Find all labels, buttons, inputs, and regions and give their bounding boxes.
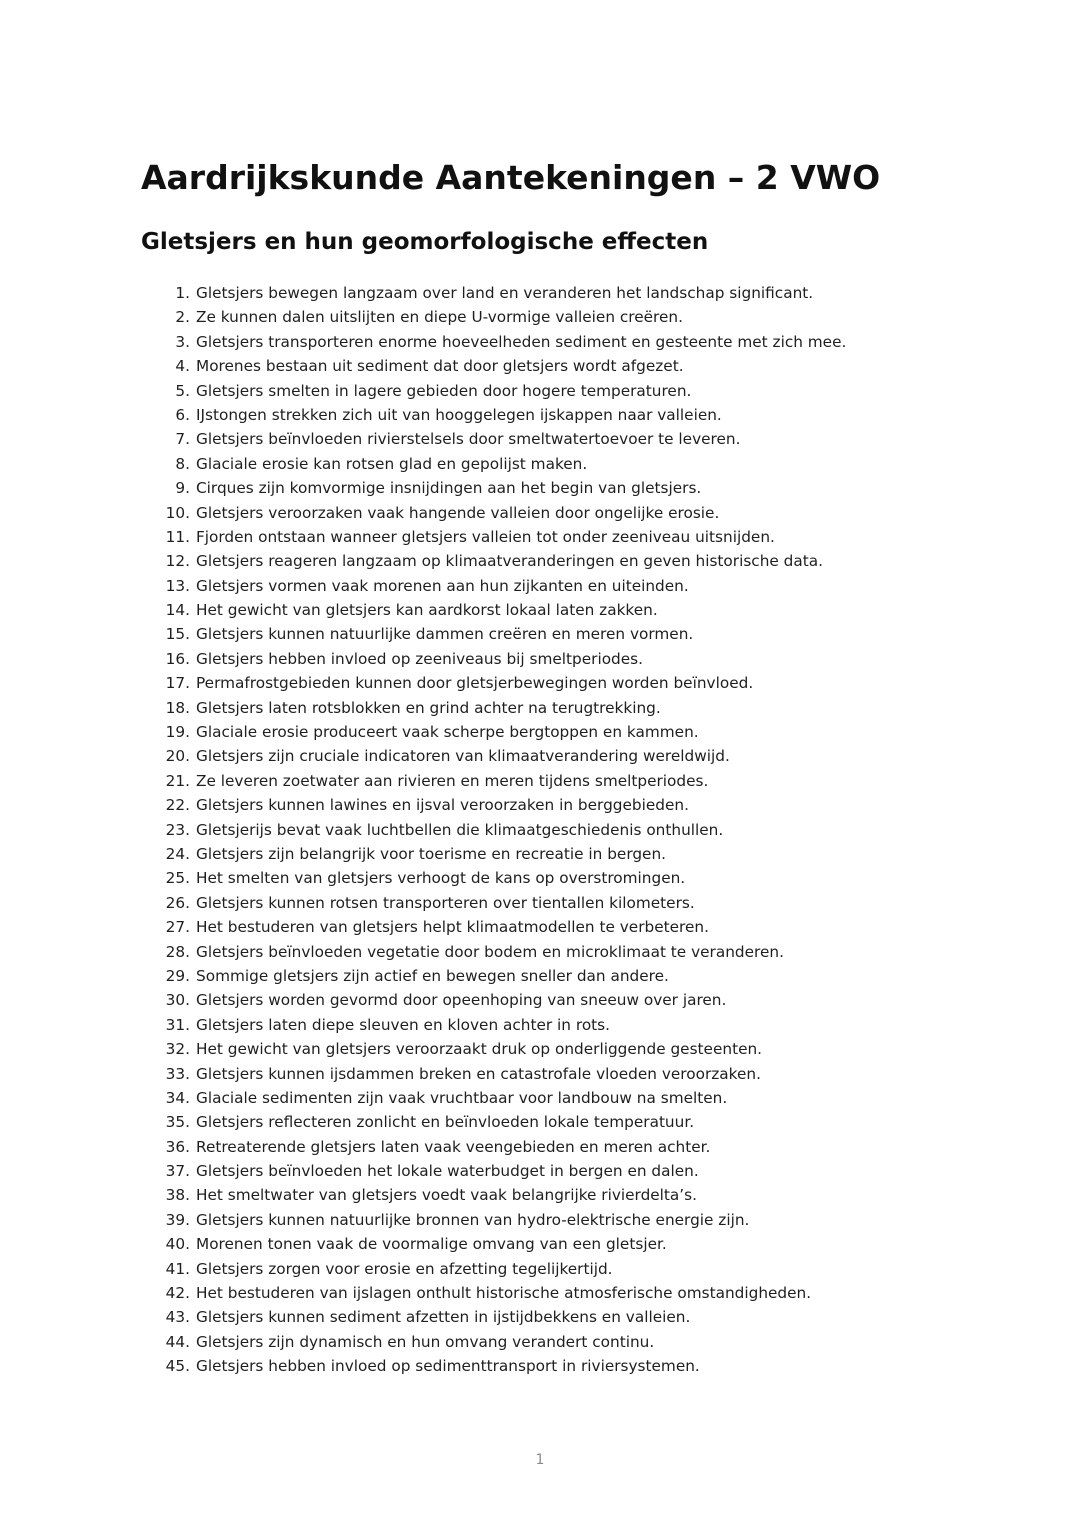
list-item bbox=[0, 1354, 1080, 1378]
list-item bbox=[0, 842, 1080, 866]
list-item-text: Gletsjers kunnen rotsen transporteren over tientallen kilometers. bbox=[196, 893, 695, 912]
list-item-number: 26. bbox=[165, 893, 190, 912]
list-item-number: 36. bbox=[165, 1137, 190, 1156]
list-item-text: Ze kunnen dalen uitslijten en diepe U-vormige valleien creëren. bbox=[196, 308, 683, 327]
list-item-number: 17. bbox=[165, 674, 190, 693]
list-item-text: Fjorden ontstaan wanneer gletsjers valleien tot onder zeeniveau uitsnijden. bbox=[196, 527, 775, 546]
list-item-text: Gletsjerijs bevat vaak luchtbellen die klimaatgeschiedenis onthullen. bbox=[196, 820, 724, 839]
list-item bbox=[0, 1232, 1080, 1256]
list-item-number: 14. bbox=[165, 601, 190, 620]
list-item-number: 28. bbox=[165, 942, 190, 961]
list-item-text: Het gewicht van gletsjers veroorzaakt druk op onderliggende gesteenten. bbox=[196, 1040, 763, 1059]
list-item-number: 40. bbox=[165, 1235, 190, 1254]
list-item-number: 41. bbox=[165, 1259, 190, 1278]
list-item-text: Gletsjers reageren langzaam op klimaatveranderingen en geven historische data. bbox=[196, 552, 823, 571]
list-item bbox=[0, 696, 1080, 720]
list-item-number: 9. bbox=[175, 479, 190, 498]
list-item-number: 6. bbox=[175, 405, 190, 424]
list-item bbox=[0, 281, 1080, 305]
list-item-text: Ze leveren zoetwater aan rivieren en meren tijdens smeltperiodes. bbox=[196, 771, 709, 790]
list-item bbox=[0, 403, 1080, 427]
list-item-text: Het gewicht van gletsjers kan aardkorst lokaal laten zakken. bbox=[196, 601, 658, 620]
list-item-number: 30. bbox=[165, 991, 190, 1010]
notes-list bbox=[0, 281, 1080, 1379]
list-item-number: 37. bbox=[165, 1162, 190, 1181]
list-item-number: 33. bbox=[165, 1064, 190, 1083]
list-item-number: 44. bbox=[165, 1332, 190, 1351]
list-item-text: Gletsjers veroorzaken vaak hangende valleien door ongelijke erosie. bbox=[196, 503, 720, 522]
list-item bbox=[0, 1281, 1080, 1305]
list-item bbox=[0, 964, 1080, 988]
list-item bbox=[0, 988, 1080, 1012]
list-item-number: 3. bbox=[175, 332, 190, 351]
list-item-number: 45. bbox=[165, 1357, 190, 1376]
list-item-number: 1. bbox=[175, 284, 190, 302]
list-item-text: Gletsjers kunnen sediment afzetten in ijstijdbekkens en valleien. bbox=[196, 1308, 691, 1327]
list-item-number: 34. bbox=[165, 1088, 190, 1107]
list-item-text: Glaciale sedimenten zijn vaak vruchtbaar voor landbouw na smelten. bbox=[196, 1088, 728, 1107]
list-item bbox=[0, 1037, 1080, 1061]
list-item-text: Gletsjers laten diepe sleuven en kloven achter in rots. bbox=[196, 1015, 611, 1034]
list-item-text: Gletsjers transporteren enorme hoeveelheden sediment en gesteente met zich mee. bbox=[196, 332, 847, 351]
list-item-number: 25. bbox=[165, 869, 190, 888]
list-item-text: Glaciale erosie produceert vaak scherpe bergtoppen en kammen. bbox=[196, 723, 699, 742]
list-item-text: Gletsjers bewegen langzaam over land en veranderen het landschap significant. bbox=[196, 284, 814, 302]
list-item-number: 35. bbox=[165, 1113, 190, 1132]
list-item bbox=[0, 1062, 1080, 1086]
list-item-text: Het bestuderen van gletsjers helpt klimaatmodellen te verbeteren. bbox=[196, 918, 709, 937]
list-item-text: Het bestuderen van ijslagen onthult historische atmosferische omstandigheden. bbox=[196, 1284, 812, 1303]
list-item bbox=[0, 915, 1080, 939]
list-item bbox=[0, 501, 1080, 525]
list-item bbox=[0, 1013, 1080, 1037]
list-item bbox=[0, 598, 1080, 622]
list-item bbox=[0, 354, 1080, 378]
list-item bbox=[0, 305, 1080, 329]
list-item bbox=[0, 940, 1080, 964]
list-item-text: IJstongen strekken zich uit van hooggelegen ijskappen naar valleien. bbox=[196, 405, 722, 424]
list-item-text: Gletsjers kunnen natuurlijke bronnen van hydro-elektrische energie zijn. bbox=[196, 1210, 750, 1229]
list-item bbox=[0, 891, 1080, 915]
list-item-text: Gletsjers smelten in lagere gebieden door hogere temperaturen. bbox=[196, 381, 692, 400]
list-item bbox=[0, 1159, 1080, 1183]
list-item bbox=[0, 1110, 1080, 1134]
list-item-text: Gletsjers worden gevormd door opeenhoping van sneeuw over jaren. bbox=[196, 991, 727, 1010]
list-item-number: 32. bbox=[165, 1040, 190, 1059]
list-item bbox=[0, 330, 1080, 354]
list-item bbox=[0, 866, 1080, 890]
list-item bbox=[0, 671, 1080, 695]
list-item bbox=[0, 793, 1080, 817]
list-item-text: Gletsjers kunnen lawines en ijsval veroorzaken in berggebieden. bbox=[196, 796, 689, 815]
list-item-number: 42. bbox=[165, 1284, 190, 1303]
list-item-text: Gletsjers zijn dynamisch en hun omvang verandert continu. bbox=[196, 1332, 655, 1351]
list-item-text: Sommige gletsjers zijn actief en bewegen sneller dan andere. bbox=[196, 966, 669, 985]
list-item bbox=[0, 1330, 1080, 1354]
list-item-text: Gletsjers zijn belangrijk voor toerisme en recreatie in bergen. bbox=[196, 844, 667, 863]
list-item-number: 23. bbox=[165, 820, 190, 839]
list-item-number: 29. bbox=[165, 966, 190, 985]
list-item bbox=[0, 1257, 1080, 1281]
list-item bbox=[0, 427, 1080, 451]
list-item-text: Gletsjers kunnen ijsdammen breken en catastrofale vloeden veroorzaken. bbox=[196, 1064, 761, 1083]
list-item bbox=[0, 574, 1080, 598]
list-item-number: 38. bbox=[165, 1186, 190, 1205]
list-item-number: 15. bbox=[165, 625, 190, 644]
list-item-text: Gletsjers beïnvloeden het lokale waterbudget in bergen en dalen. bbox=[196, 1162, 699, 1181]
list-item-number: 7. bbox=[175, 430, 190, 449]
list-item-number: 22. bbox=[165, 796, 190, 815]
list-item-number: 4. bbox=[175, 357, 190, 376]
list-item-text: Permafrostgebieden kunnen door gletsjerbewegingen worden beïnvloed. bbox=[196, 674, 754, 693]
list-item-number: 18. bbox=[165, 698, 190, 717]
list-item-number: 43. bbox=[165, 1308, 190, 1327]
list-item-number: 20. bbox=[165, 747, 190, 766]
list-item-number: 11. bbox=[165, 527, 190, 546]
list-item-text: Gletsjers beïnvloeden rivierstelsels door smeltwatertoevoer te leveren. bbox=[196, 430, 741, 449]
list-item-number: 10. bbox=[165, 503, 190, 522]
list-item-number: 39. bbox=[165, 1210, 190, 1229]
list-item-number: 24. bbox=[165, 844, 190, 863]
list-item-text: Glaciale erosie kan rotsen glad en gepolijst maken. bbox=[196, 454, 588, 473]
list-item bbox=[0, 720, 1080, 744]
section-heading: Gletsjers en hun geomorfologische effecten bbox=[141, 229, 709, 255]
page-number: 1 bbox=[535, 1452, 545, 1468]
list-item bbox=[0, 769, 1080, 793]
list-item bbox=[0, 452, 1080, 476]
list-item-text: Morenen tonen vaak de voormalige omvang van een gletsjer. bbox=[196, 1235, 667, 1254]
list-item bbox=[0, 379, 1080, 403]
page-title: Aardrijkskunde Aantekeningen – 2 VWO bbox=[141, 158, 881, 197]
list-item bbox=[0, 1135, 1080, 1159]
list-item bbox=[0, 818, 1080, 842]
list-item-number: 5. bbox=[175, 381, 190, 400]
list-item bbox=[0, 476, 1080, 500]
list-item-text: Retreaterende gletsjers laten vaak veengebieden en meren achter. bbox=[196, 1137, 711, 1156]
list-item-text: Gletsjers reflecteren zonlicht en beïnvloeden lokale temperatuur. bbox=[196, 1113, 695, 1132]
list-item-text: Gletsjers hebben invloed op zeeniveaus bij smeltperiodes. bbox=[196, 649, 644, 668]
list-item bbox=[0, 1305, 1080, 1329]
list-item-number: 2. bbox=[175, 308, 190, 327]
list-item-number: 8. bbox=[175, 454, 190, 473]
list-item-text: Gletsjers kunnen natuurlijke dammen creëren en meren vormen. bbox=[196, 625, 694, 644]
list-item-text: Het smelten van gletsjers verhoogt de kans op overstromingen. bbox=[196, 869, 686, 888]
list-item bbox=[0, 1183, 1080, 1207]
list-item bbox=[0, 647, 1080, 671]
list-item bbox=[0, 549, 1080, 573]
list-item-text: Gletsjers beïnvloeden vegetatie door bodem en microklimaat te veranderen. bbox=[196, 942, 784, 961]
list-item-text: Gletsjers hebben invloed op sedimenttransport in riviersystemen. bbox=[196, 1357, 700, 1376]
list-item-number: 27. bbox=[165, 918, 190, 937]
list-item bbox=[0, 525, 1080, 549]
list-item-text: Gletsjers zorgen voor erosie en afzetting tegelijkertijd. bbox=[196, 1259, 613, 1278]
list-item bbox=[0, 1208, 1080, 1232]
list-item-text: Gletsjers vormen vaak morenen aan hun zijkanten en uiteinden. bbox=[196, 576, 689, 595]
list-item-text: Morenes bestaan uit sediment dat door gletsjers wordt afgezet. bbox=[196, 357, 684, 376]
list-item-number: 13. bbox=[165, 576, 190, 595]
list-item-text: Gletsjers zijn cruciale indicatoren van klimaatverandering wereldwijd. bbox=[196, 747, 730, 766]
list-item-number: 12. bbox=[165, 552, 190, 571]
list-item bbox=[0, 622, 1080, 646]
list-item bbox=[0, 1086, 1080, 1110]
list-item-text: Het smeltwater van gletsjers voedt vaak belangrijke rivierdelta’s. bbox=[196, 1186, 698, 1205]
list-item bbox=[0, 744, 1080, 768]
list-item-number: 31. bbox=[165, 1015, 190, 1034]
list-item-text: Cirques zijn komvormige insnijdingen aan het begin van gletsjers. bbox=[196, 479, 702, 498]
list-item-text: Gletsjers laten rotsblokken en grind achter na terugtrekking. bbox=[196, 698, 661, 717]
list-item-number: 21. bbox=[165, 771, 190, 790]
list-item-number: 19. bbox=[165, 723, 190, 742]
list-item-number: 16. bbox=[165, 649, 190, 668]
